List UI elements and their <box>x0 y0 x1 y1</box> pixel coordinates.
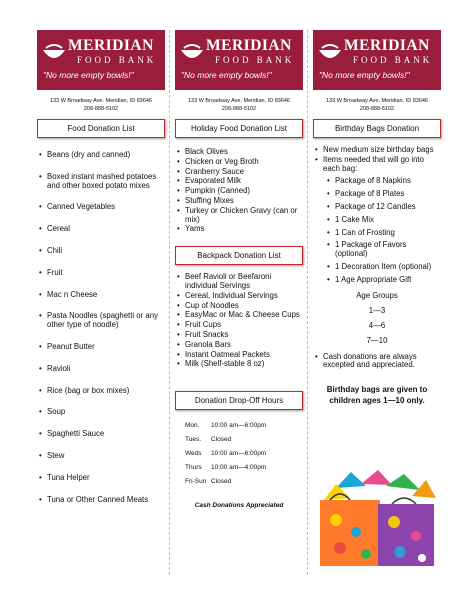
list-item: • Boxed instant mashed potatoes and other boxed potato mixes <box>37 173 165 191</box>
brand-logo <box>313 30 441 90</box>
list-item: • Mac n Cheese <box>37 291 165 300</box>
brand-name: MERIDIAN <box>206 37 292 54</box>
holiday-list-header: Holiday Food Donation List <box>175 119 303 138</box>
brand-sub: FOOD BANK <box>77 55 157 65</box>
backpack-list <box>175 273 303 369</box>
brand-name: MERIDIAN <box>68 37 154 54</box>
dropoff-header: Donation Drop-Off Hours <box>175 391 303 410</box>
age-group: 1—3 <box>368 305 386 315</box>
column-divider-2 <box>307 30 308 575</box>
hours-time: 10:00 am—6:00pm <box>211 421 267 429</box>
list-item: • Cup of Noodles <box>175 302 303 311</box>
list-item: • Beans (dry and canned) <box>37 151 165 160</box>
cash-note: Cash Donations Appreciated <box>194 502 284 510</box>
bowl-icon <box>179 39 205 65</box>
list-item: • Package of 12 Candles <box>325 203 441 212</box>
gift-bag-image <box>316 470 438 570</box>
column-food <box>37 30 165 504</box>
list-item: • Canned Vegetables <box>37 203 165 212</box>
holiday-list <box>175 148 303 234</box>
phone: 208-888-5102 <box>83 106 119 112</box>
list-item: • Cranberry Sauce <box>175 168 303 177</box>
list-item: • Evaporated Milk <box>175 177 303 186</box>
column-divider-1 <box>169 30 170 575</box>
address-block <box>175 97 303 113</box>
list-item: • 1 Package of Favors (optional) <box>325 241 441 259</box>
list-item: • 1 Cake Mix <box>325 216 441 225</box>
hours-day: Tues. <box>185 435 202 443</box>
brand-logo <box>37 30 165 90</box>
list-item: • Black Olives <box>175 148 303 157</box>
hours-time: Closed <box>211 435 232 443</box>
brand-logo <box>175 30 303 90</box>
dropoff-hours <box>175 418 303 488</box>
age-group: 7—10 <box>366 335 388 345</box>
list-item: • Cereal <box>37 225 165 234</box>
list-item: • Cash donations are always excepted and appreciated. <box>313 353 441 371</box>
column-holiday <box>175 30 303 509</box>
list-item: • Rice (bag or box mixes) <box>37 387 165 396</box>
hours-day: Fri-Sun <box>185 477 207 485</box>
list-item: • Fruit Cups <box>175 321 303 330</box>
phone: 208-888-5102 <box>359 106 395 112</box>
birthday-list <box>313 146 441 173</box>
brand-name: MERIDIAN <box>344 37 430 54</box>
hours-row <box>175 460 303 474</box>
list-item: • Ravioli <box>37 365 165 374</box>
list-item: • Fruit <box>37 269 165 278</box>
list-item: • 1 Age Appropriate Gift <box>325 276 441 285</box>
list-item: • Peanut Butter <box>37 343 165 352</box>
list-item: • Tuna Helper <box>37 474 165 483</box>
birthday-note: Birthday bags are given to children ages 1—10 only. <box>326 385 428 406</box>
list-item: • Yams <box>175 225 303 234</box>
list-item: • Soup <box>37 408 165 417</box>
list-item: • New medium size birthday bags <box>313 146 441 155</box>
address: 133 W Broadway Ave. Meridian, ID 83646 <box>325 98 428 104</box>
brand-slogan: "No more empty bowls!" <box>181 70 272 80</box>
hours-time: Closed <box>211 477 232 485</box>
list-item: • Chicken or Veg Broth <box>175 158 303 167</box>
list-item: • 1 Decoration Item (optional) <box>325 263 441 272</box>
bowl-icon <box>317 39 343 65</box>
bowl-icon <box>41 39 67 65</box>
hours-row <box>175 432 303 446</box>
list-item: • Granola Bars <box>175 341 303 350</box>
list-item: • EasyMac or Mac & Cheese Cups <box>175 311 303 320</box>
hours-row <box>175 446 303 460</box>
hours-time: 10:00 am—4:00pm <box>211 463 267 471</box>
list-item: • Package of 8 Napkins <box>325 177 441 186</box>
hours-time: 10:00 am—6:00pm <box>211 449 267 457</box>
list-item: • Tuna or Other Canned Meats <box>37 496 165 505</box>
age-group: 4—6 <box>368 320 386 330</box>
hours-day: Thurs <box>185 463 202 471</box>
hours-row <box>175 474 303 488</box>
address-block <box>37 97 165 113</box>
list-item: • Package of 8 Plates <box>325 190 441 199</box>
list-item: • Instant Oatmeal Packets <box>175 351 303 360</box>
column-birthday <box>313 30 441 406</box>
backpack-list-header: Backpack Donation List <box>175 246 303 265</box>
list-item: • Fruit Snacks <box>175 331 303 340</box>
hours-row <box>175 418 303 432</box>
list-item: • Chili <box>37 247 165 256</box>
age-groups <box>313 291 441 345</box>
list-item: • Pumpkin (Canned) <box>175 187 303 196</box>
hours-day: Weds <box>185 449 202 457</box>
list-item: • Milk (Shelf-stable 8 oz) <box>175 360 303 369</box>
list-item: • Stew <box>37 452 165 461</box>
list-item: • Stuffing Mixes <box>175 197 303 206</box>
birthday-header: Birthday Bags Donation <box>313 119 441 138</box>
food-list <box>37 151 165 504</box>
brand-slogan: "No more empty bowls!" <box>43 70 134 80</box>
list-item: • Spaghetti Sauce <box>37 430 165 439</box>
address-block <box>313 97 441 113</box>
list-item: • Items needed that will go into each bag: <box>313 156 441 174</box>
list-item: • 1 Can of Frosting <box>325 229 441 238</box>
hours-day: Mon. <box>185 421 200 429</box>
list-item: • Cereal, Individual Servings <box>175 292 303 301</box>
brand-sub: FOOD BANK <box>215 55 295 65</box>
brand-sub: FOOD BANK <box>353 55 433 65</box>
list-item: • Beef Ravioli or Beefaroni individual Servings <box>175 273 303 291</box>
food-list-header: Food Donation List <box>37 119 165 138</box>
phone: 208-888-5102 <box>221 106 257 112</box>
birthday-cash-list <box>313 353 441 371</box>
address: 133 W Broadway Ave. Meridian, ID 83646 <box>49 98 152 104</box>
list-item: • Pasta Noodles (spaghetti or any other type of noodle) <box>37 312 165 330</box>
address: 133 W Broadway Ave. Meridian, ID 83646 <box>187 98 290 104</box>
brand-slogan: "No more empty bowls!" <box>319 70 410 80</box>
birthday-items <box>313 177 441 284</box>
list-item: • Turkey or Chicken Gravy (can or mix) <box>175 207 303 225</box>
age-groups-title: Age Groups <box>356 290 398 300</box>
